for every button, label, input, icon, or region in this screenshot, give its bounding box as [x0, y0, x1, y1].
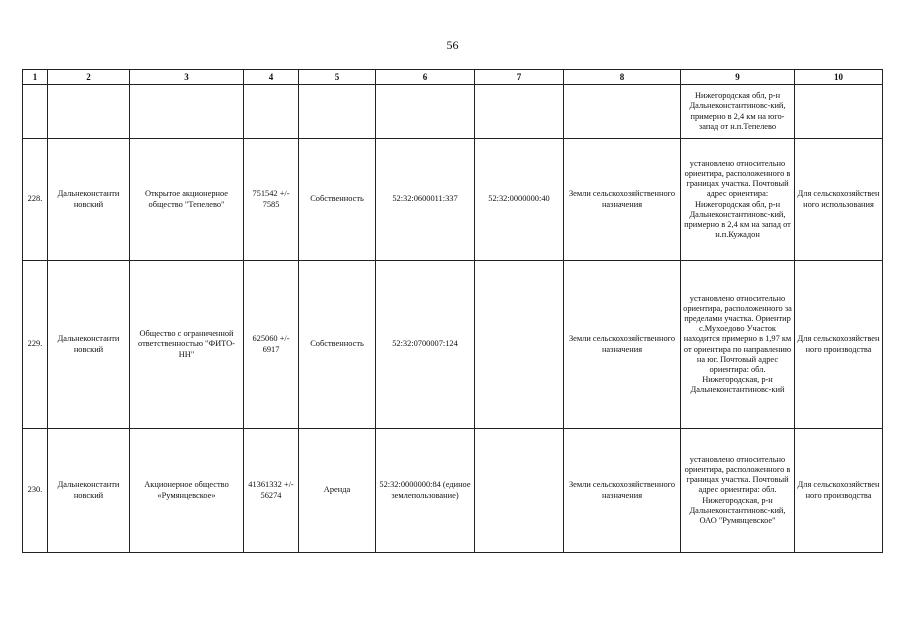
parent-cadastral-cell	[475, 429, 564, 553]
cadastral-number-cell: 52:32:0700007:124	[376, 261, 475, 429]
land-category-cell: Земли сельскохозяйственного назначения	[564, 429, 681, 553]
location-cell: Нижегородская обл, р-н Дальнеконстантиновс-кий, примерно в 2,4 км на юго-запад от н.п.Тепелево	[681, 85, 795, 139]
area-cell: 625060 +/- 6917	[244, 261, 299, 429]
district-cell: Дальнеконстанти новский	[48, 261, 130, 429]
row-number: 229.	[23, 261, 48, 429]
cadastral-number-cell: 52:32:0000000:84 (единое землепользование)	[376, 429, 475, 553]
parent-cadastral-cell: 52:32:0000000:40	[475, 139, 564, 261]
district-cell: Дальнеконстанти новский	[48, 139, 130, 261]
page-number: 56	[446, 38, 459, 52]
column-header: 1	[23, 70, 48, 85]
land-category-cell: Земли сельскохозяйственного назначения	[564, 261, 681, 429]
empty-cell	[23, 85, 48, 139]
empty-cell	[130, 85, 244, 139]
table-row	[23, 139, 883, 261]
parent-cadastral-cell	[475, 261, 564, 429]
column-header: 5	[299, 70, 376, 85]
right-type-cell: Собственность	[299, 139, 376, 261]
row-number: 228.	[23, 139, 48, 261]
column-header: 7	[475, 70, 564, 85]
table-row	[23, 429, 883, 553]
right-type-cell: Собственность	[299, 261, 376, 429]
usage-cell: Для сельскохозяйствен ного производства	[795, 261, 883, 429]
column-header: 8	[564, 70, 681, 85]
owner-cell: Открытое акционерное общество "Тепелево"	[130, 139, 244, 261]
column-header: 2	[48, 70, 130, 85]
column-header: 4	[244, 70, 299, 85]
column-header: 3	[130, 70, 244, 85]
owner-cell: Общество с ограниченной ответственностью "ФИТО-НН"	[130, 261, 244, 429]
continuation-row	[23, 85, 883, 139]
empty-cell	[795, 85, 883, 139]
location-cell: установлено относительно ориентира, расположенного за пределами участка. Ориентир с.Мухоедово Участок находится примерно в 1,97 км от ориентира по направлению на юг. Почтовый адрес ориентира: обл. Нижегородская, р-н Дальнеконстантиновс-кий	[681, 261, 795, 429]
cadastral-number-cell: 52:32:0600011:337	[376, 139, 475, 261]
column-header: 9	[681, 70, 795, 85]
district-cell: Дальнеконстанти новский	[48, 429, 130, 553]
row-number: 230.	[23, 429, 48, 553]
empty-cell	[48, 85, 130, 139]
usage-cell: Для сельскохозяйствен ного использования	[795, 139, 883, 261]
empty-cell	[376, 85, 475, 139]
column-header: 6	[376, 70, 475, 85]
empty-cell	[564, 85, 681, 139]
location-cell: установлено относительно ориентира, расположенного в границах участка. Почтовый адрес ориентира: Нижегородская обл, р-н Дальнеконстантиновс-кий, примерно в 2,4 км на запад от н.п.Кужадон	[681, 139, 795, 261]
land-registry-table	[22, 69, 883, 553]
area-cell: 751542 +/- 7585	[244, 139, 299, 261]
land-category-cell: Земли сельскохозяйственного назначения	[564, 139, 681, 261]
table-header-row	[23, 70, 883, 85]
right-type-cell: Аренда	[299, 429, 376, 553]
empty-cell	[299, 85, 376, 139]
location-cell: установлено относительно ориентира, расположенного в границах участка. Почтовый адрес ориентира: обл. Нижегородская, р-н Дальнеконстантиновс-кий, ОАО "Румянцевское"	[681, 429, 795, 553]
empty-cell	[244, 85, 299, 139]
usage-cell: Для сельскохозяйствен ного производства	[795, 429, 883, 553]
area-cell: 41361332 +/- 56274	[244, 429, 299, 553]
column-header: 10	[795, 70, 883, 85]
table-row	[23, 261, 883, 429]
empty-cell	[475, 85, 564, 139]
owner-cell: Акционерное общество «Румянцевское»	[130, 429, 244, 553]
